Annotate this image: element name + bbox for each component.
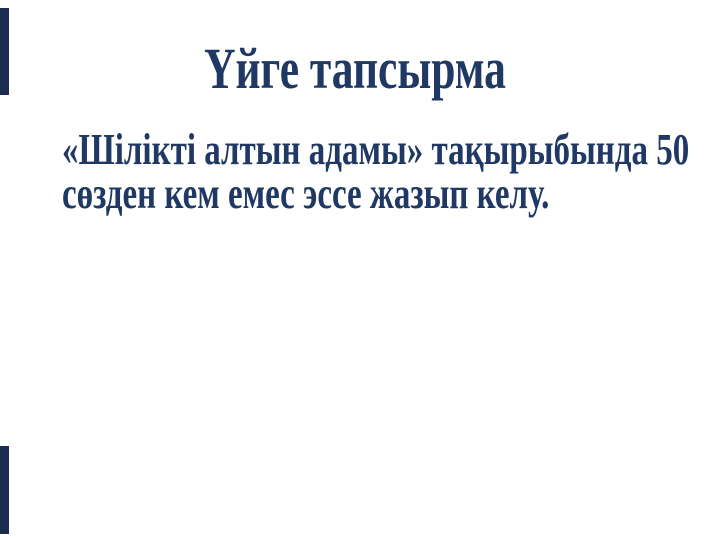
- left-accent-bar-top: [0, 8, 9, 95]
- body-line-1: «Шілікті алтын адамы» тақырыбында 50: [62, 125, 690, 174]
- left-accent-bar-bottom: [0, 446, 9, 534]
- slide-title: Үйге тапсырма: [204, 36, 506, 101]
- body-line-2: сөзден кем емес эссе жазып келу.: [62, 169, 550, 218]
- slide-body-text: [62, 125, 690, 218]
